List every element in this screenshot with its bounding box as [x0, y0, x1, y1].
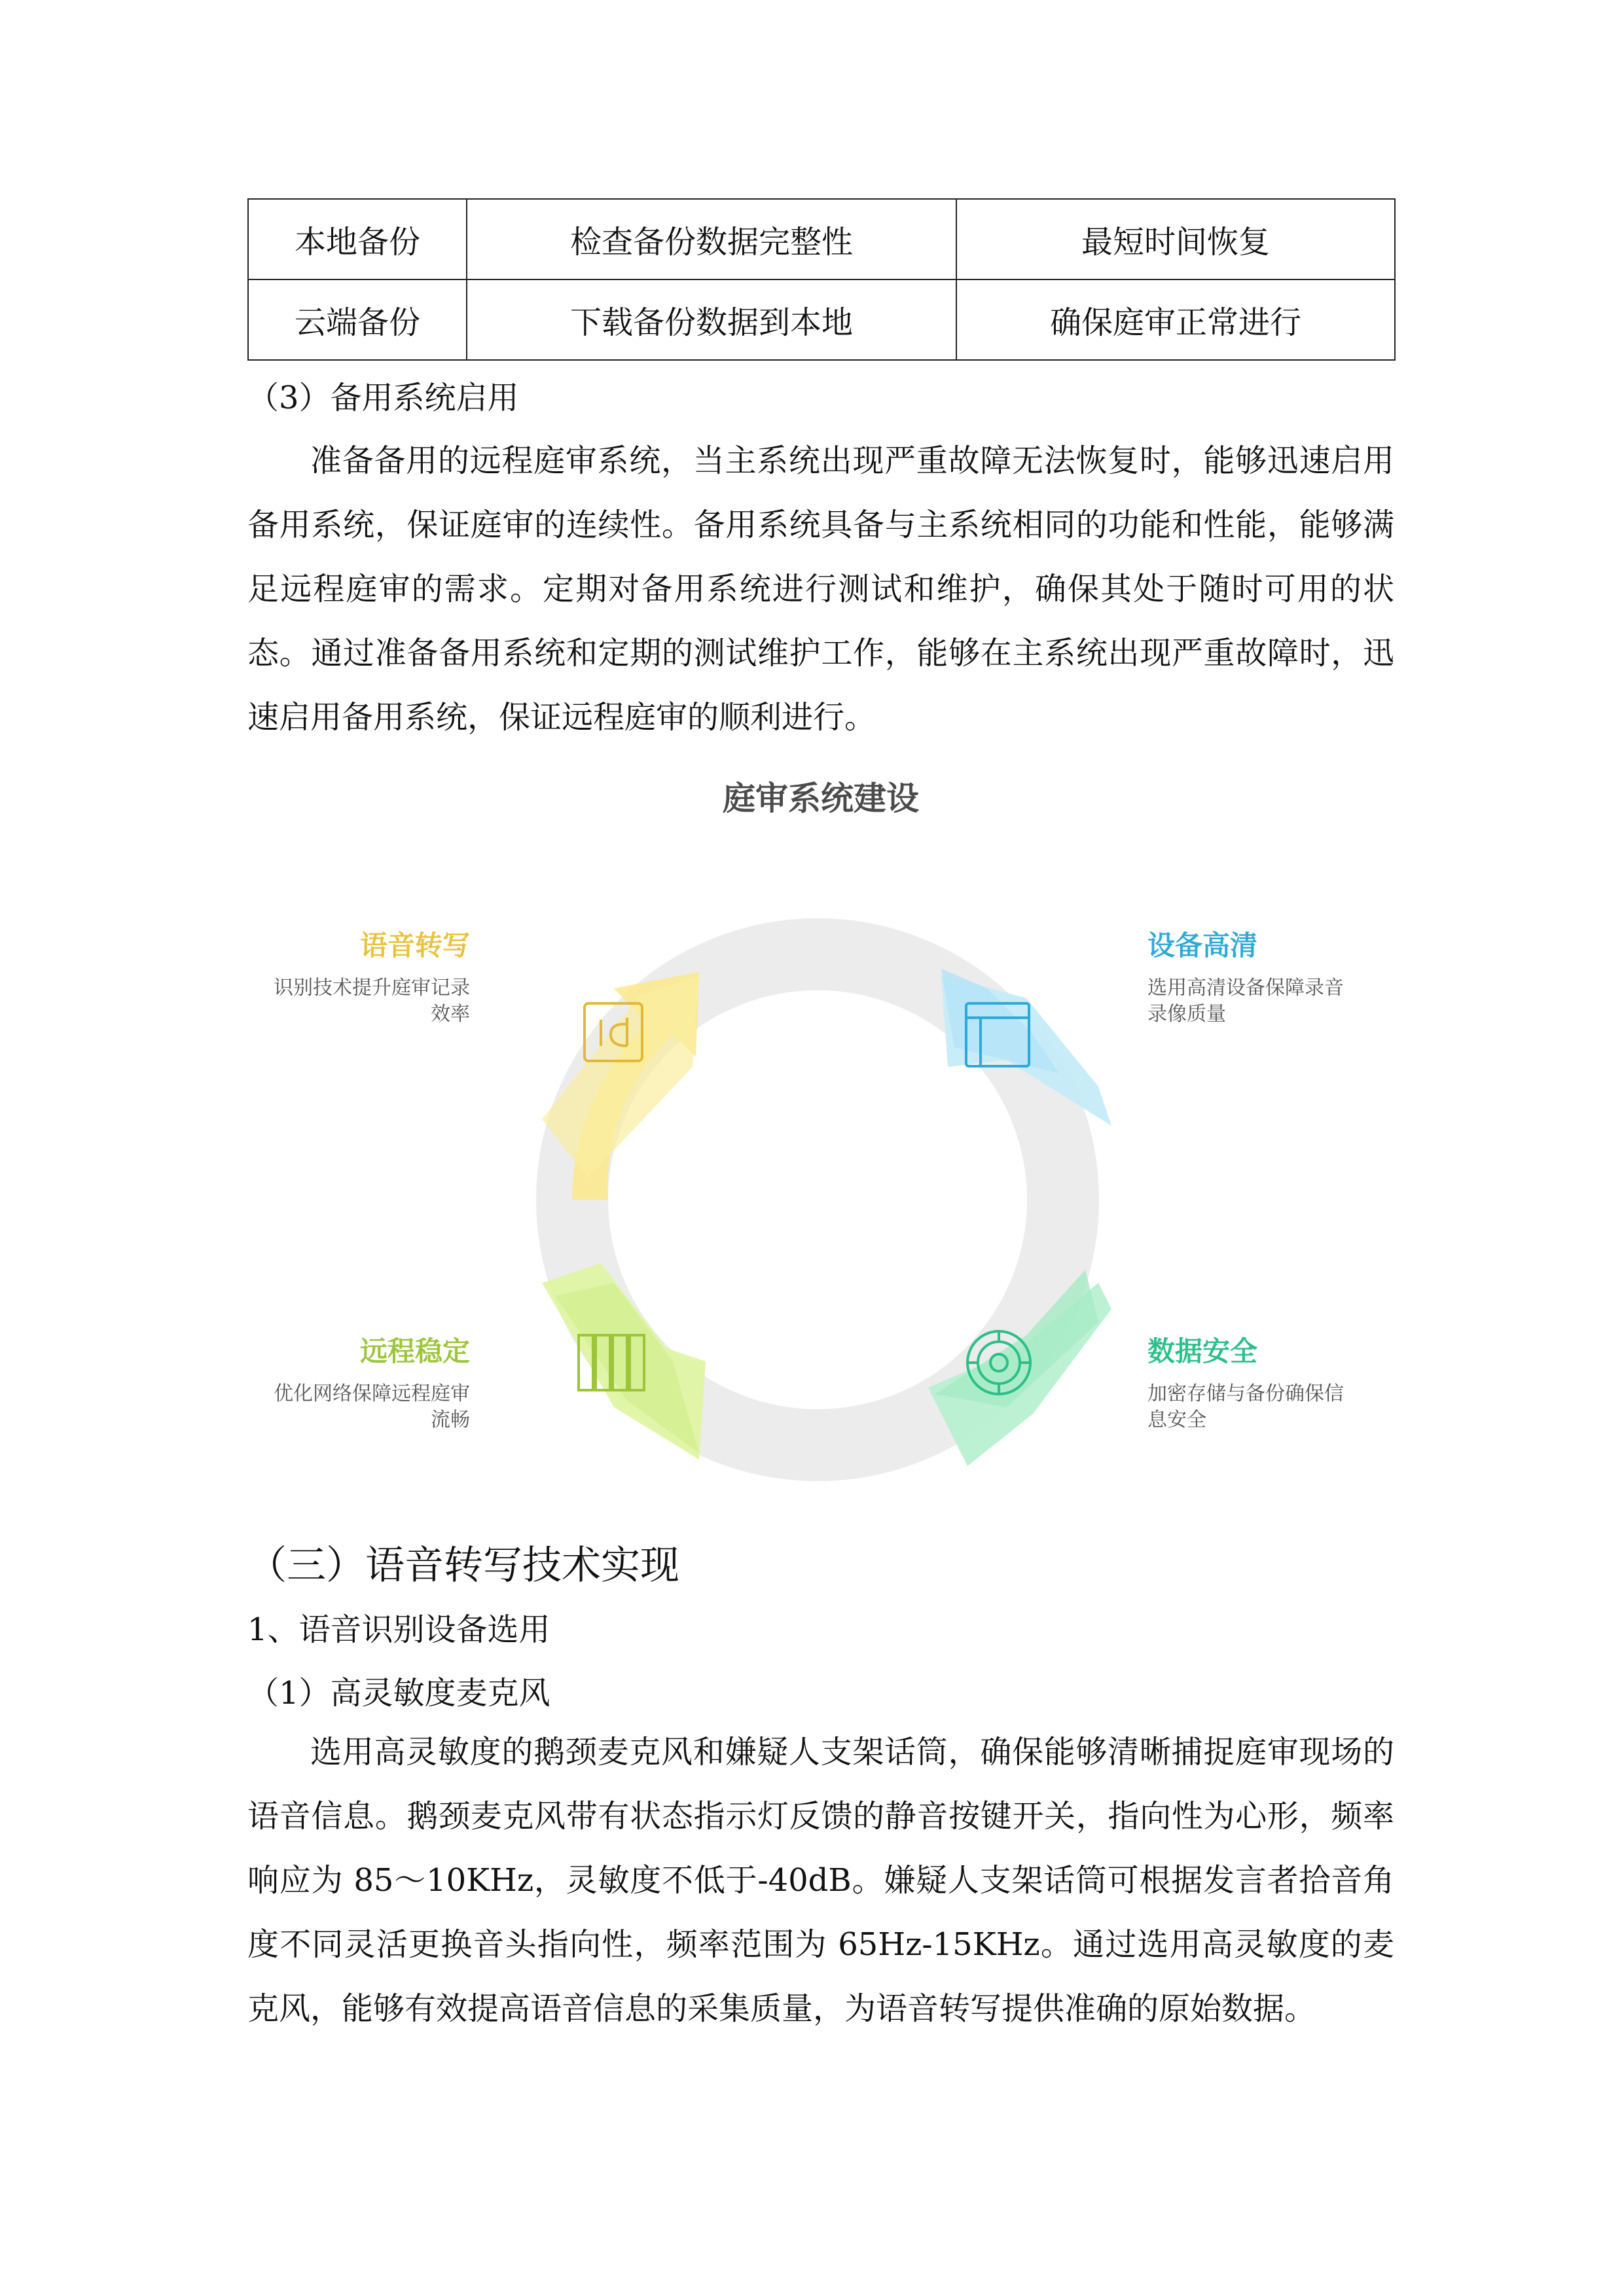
segment-desc-security: 加密存储与备份确保信 息安全 — [1147, 1382, 1344, 1431]
chapter-heading: （三）语音转写技术实现 — [247, 1543, 679, 1588]
table-cell: 下载备份数据到本地 — [467, 279, 956, 360]
sub-heading-microphone: （1）高灵敏度麦克风 — [247, 1675, 550, 1712]
sub-heading-device-selection: 1、语音识别设备选用 — [247, 1611, 550, 1648]
segment-title-speech: 语音转写 — [359, 929, 470, 961]
table-cell: 云端备份 — [248, 279, 467, 360]
table-row — [248, 199, 1395, 279]
table-cell: 最短时间恢复 — [956, 199, 1395, 279]
segment-desc-remote: 优化网络保障远程庭审 流畅 — [274, 1382, 470, 1431]
segment-desc-hd: 选用高清设备保障录音 录像质量 — [1147, 977, 1344, 1026]
table-row — [248, 279, 1395, 360]
table-cell: 本地备份 — [248, 199, 467, 279]
segment-title-hd: 设备高清 — [1147, 929, 1258, 961]
table-cell: 确保庭审正常进行 — [956, 279, 1395, 360]
diagram-title: 庭审系统建设 — [723, 780, 919, 817]
table-cell: 检查备份数据完整性 — [467, 199, 956, 279]
microphone-paragraph: 选用高灵敏度的鹅颈麦克风和嫌疑人支架话筒，确保能够清晰捕捉庭审现场的语音信息。鹅颈麦克风带有状态指示灯反馈的静音按键开关，指向性为心形，频率响应为 85～10KHz，灵敏度不低于-40dB。嫌疑人支架话筒可根据发言者拾音角度不同灵活更换音头指向性，频率范围为 65Hz-15KHz。通过选用高灵敏度的麦克风，能够有效提高语音信息的采集质量，为语音转写提供准确的原始数据。 — [247, 1734, 1394, 2027]
section-3-paragraph: 准备备用的远程庭审系统，当主系统出现严重故障无法恢复时，能够迅速启用备用系统，保证庭审的连续性。备用系统具备与主系统相同的功能和性能，能够满足远程庭审的需求。定期对备用系统进行测试和维护，确保其处于随时可用的状态。通过准备备用系统和定期的测试维护工作，能够在主系统出现严重故障时，迅速启用备用系统，保证远程庭审的顺利进行。 — [247, 442, 1394, 736]
segment-title-security: 数据安全 — [1147, 1335, 1258, 1367]
segment-title-remote: 远程稳定 — [359, 1335, 470, 1367]
section-3-heading: （3）备用系统启用 — [247, 380, 519, 416]
segment-desc-speech: 识别技术提升庭审记录 效率 — [274, 977, 470, 1026]
backup-table — [247, 198, 1396, 361]
court-system-diagram — [247, 759, 1394, 1512]
